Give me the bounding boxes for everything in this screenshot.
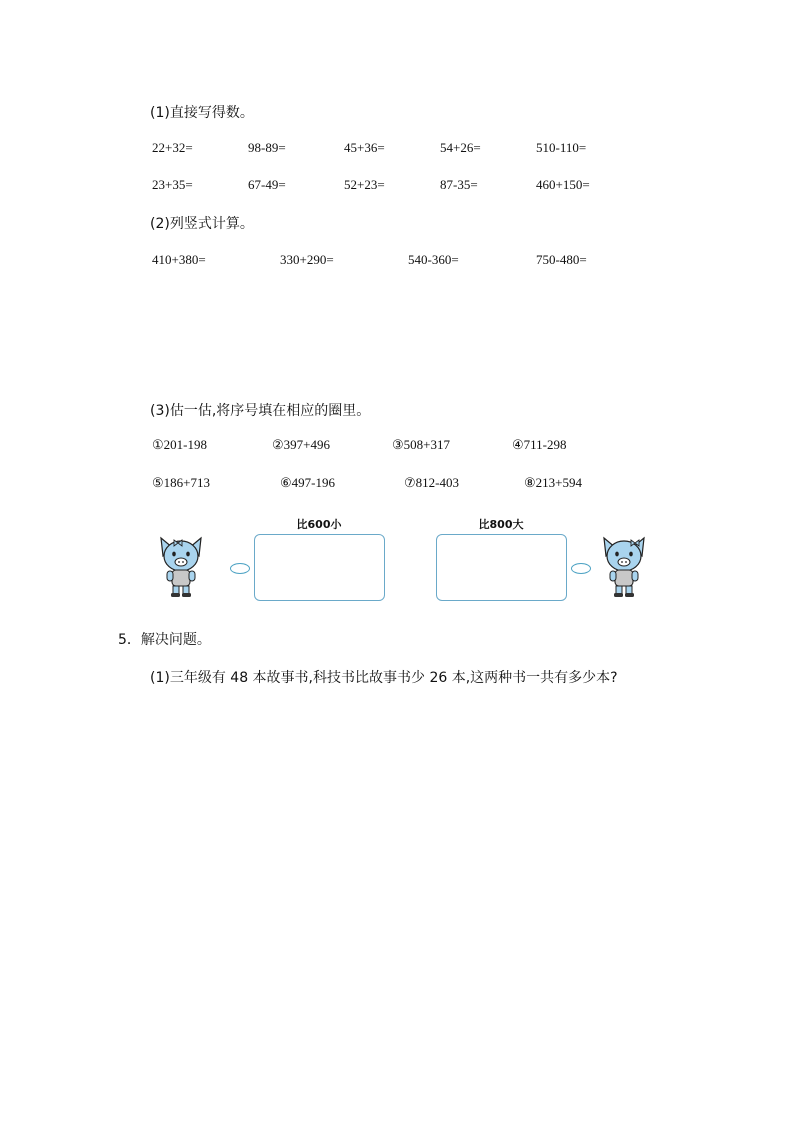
box-label-more-800: 比800大: [478, 518, 524, 531]
vertical-calc-item: 330+290=: [280, 252, 334, 267]
vertical-calc-item: 540-360=: [408, 252, 459, 267]
vertical-calc-item: 410+380=: [152, 252, 206, 267]
estimate-item: ①201-198: [152, 437, 207, 452]
exercise: 23+35=: [152, 177, 193, 192]
exercise: 45+36=: [344, 140, 385, 155]
estimate-item: ②397+496: [272, 437, 330, 452]
box-label-less-600: 比600小: [296, 518, 342, 531]
vertical-calc-item: 750-480=: [536, 252, 587, 267]
pig-icon: [598, 534, 650, 600]
exercise: 98-89=: [248, 140, 286, 155]
estimate-item: ③508+317: [392, 437, 450, 452]
estimate-item: ④711-298: [512, 437, 567, 452]
estimate-item: ⑧213+594: [524, 475, 582, 490]
section5-title: 5．解决问题。: [118, 632, 211, 648]
answer-box-less-600[interactable]: [254, 534, 385, 601]
part3-title: (3)估一估,将序号填在相应的圈里。: [150, 403, 371, 419]
part2-title: (2)列竖式计算。: [150, 216, 254, 232]
pig-icon: [155, 534, 207, 600]
exercise: 52+23=: [344, 177, 385, 192]
answer-box-more-800[interactable]: [436, 534, 567, 601]
part1-title: (1)直接写得数。: [150, 105, 254, 121]
exercise: 67-49=: [248, 177, 286, 192]
answer-circle[interactable]: [230, 563, 250, 574]
exercise: 460+150=: [536, 177, 590, 192]
estimate-item: ⑥497-196: [280, 475, 335, 490]
exercise: 54+26=: [440, 140, 481, 155]
estimate-item: ⑦812-403: [404, 475, 459, 490]
exercise: 510-110=: [536, 140, 587, 155]
exercise: 87-35=: [440, 177, 478, 192]
answer-circle[interactable]: [571, 563, 591, 574]
word-problem-1: (1)三年级有 48 本故事书,科技书比故事书少 26 本,这两种书一共有多少本?: [150, 670, 618, 686]
estimate-item: ⑤186+713: [152, 475, 210, 490]
exercise: 22+32=: [152, 140, 193, 155]
